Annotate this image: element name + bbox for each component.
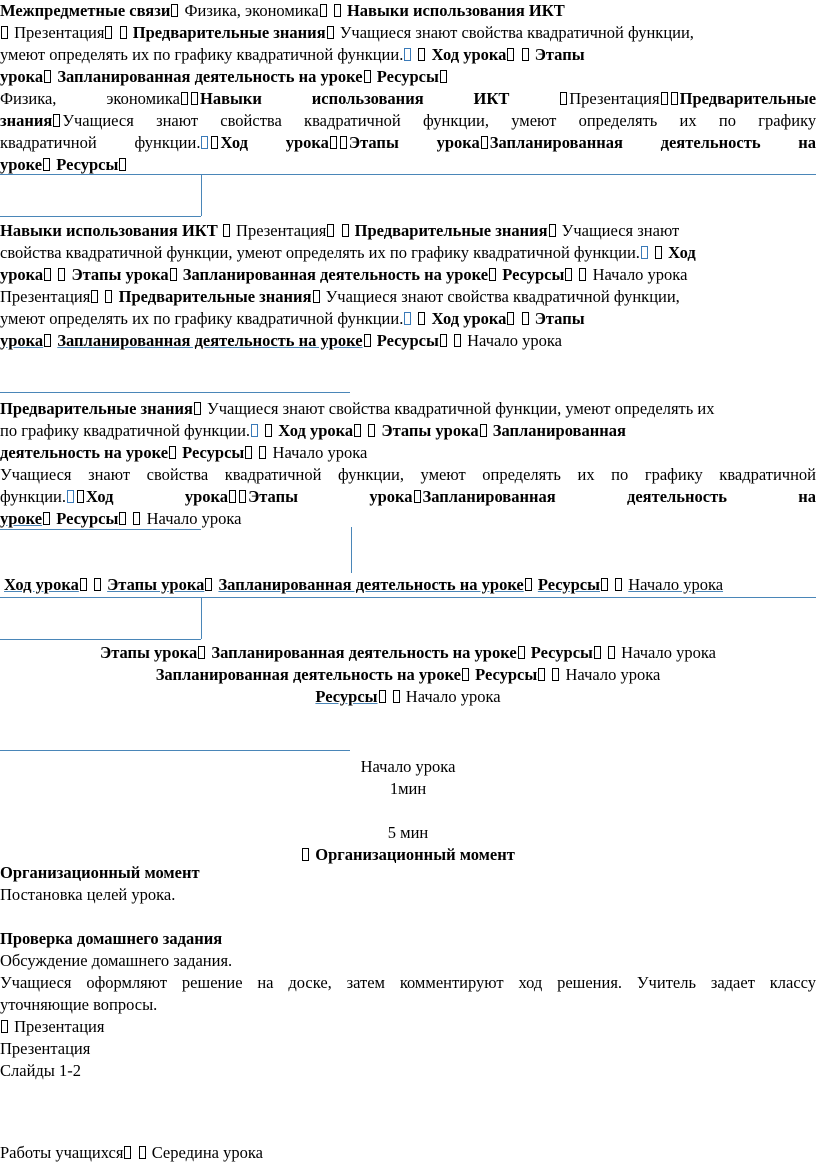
checkbox-icon xyxy=(1,1020,8,1033)
heading-stages: Этапы урока xyxy=(100,643,198,662)
homework-title: Проверка домашнего задания xyxy=(0,929,223,948)
checkbox-icon xyxy=(594,646,601,659)
table-rule xyxy=(0,597,816,598)
heading-resources: Ресурсы xyxy=(502,265,565,284)
checkbox-icon xyxy=(404,48,411,61)
checkbox-icon xyxy=(671,92,678,105)
heading-lesson-flow: Ход урока xyxy=(431,309,507,328)
checkbox-icon xyxy=(414,490,421,503)
word-quadratic: квадратичной xyxy=(0,133,97,152)
checkbox-icon xyxy=(105,26,112,39)
heading-resources: Ресурсы xyxy=(56,509,119,528)
word-know: знают xyxy=(156,111,199,130)
checkbox-icon xyxy=(601,578,608,591)
org-moment-title: Организационный момент xyxy=(0,863,200,882)
checkbox-icon xyxy=(133,512,140,525)
checkbox-icon xyxy=(655,246,662,259)
checkbox-icon xyxy=(259,446,266,459)
heading-planned-activity: Запланированная деятельность на уроке xyxy=(155,665,461,684)
heading-ict-skills: Навыки использования ИКТ xyxy=(0,221,218,240)
text-lesson-start: Начало урока xyxy=(467,331,562,350)
word-lesson: урока xyxy=(369,487,413,506)
checkbox-icon xyxy=(251,424,258,437)
checkbox-icon xyxy=(481,136,488,149)
duration-1min: 1мин xyxy=(389,779,427,798)
block-student-work xyxy=(0,1142,816,1164)
checkbox-icon xyxy=(119,512,126,525)
table-rule xyxy=(0,529,201,530)
word-properties: свойства xyxy=(220,111,282,130)
checkbox-icon xyxy=(560,92,567,105)
heading-stages-cont: урока xyxy=(0,67,44,86)
checkbox-icon xyxy=(525,578,532,591)
word-lesson-loc: уроке xyxy=(0,509,43,528)
heading-resources: Ресурсы xyxy=(376,67,439,86)
checkbox-icon xyxy=(67,490,74,503)
org-moment-text: Постановка целей урока. xyxy=(0,885,176,904)
word-lesson: урока xyxy=(285,133,329,152)
word-students: Учащиеся xyxy=(62,111,134,130)
checkbox-icon xyxy=(44,334,51,347)
word-them: их xyxy=(577,465,595,484)
heading-ict-skills: Навыки использования ИКТ xyxy=(346,1,565,20)
text-lesson-start: Начало урока xyxy=(405,687,501,706)
word-know: знают xyxy=(88,465,131,484)
heading-lesson-flow: Ход урока xyxy=(4,575,79,594)
heading-stages: Этапы урока xyxy=(71,265,169,284)
heading-lesson-flow: Ход урока xyxy=(431,45,507,64)
word-flow: Ход xyxy=(86,487,114,506)
checkbox-icon xyxy=(1,26,8,39)
checkbox-icon xyxy=(198,646,205,659)
text-presentation: Презентация xyxy=(14,23,105,42)
heading-resources: Ресурсы xyxy=(56,155,119,174)
word-function: функции, xyxy=(423,111,489,130)
text-lesson-start: Начало урока xyxy=(565,665,661,684)
word-quadratic: квадратичной xyxy=(224,465,322,484)
block-ict xyxy=(0,220,816,352)
heading-prior-knowledge: Предварительные знания xyxy=(354,221,548,240)
checkbox-icon xyxy=(169,446,176,459)
word-prior: Предварительные xyxy=(679,89,816,108)
text-economics: экономика xyxy=(106,89,180,108)
table-divider xyxy=(201,174,202,216)
word-function: функции, xyxy=(337,465,404,484)
checkbox-icon xyxy=(615,578,622,591)
heading-planned-activity: Запланированная деятельность на уроке xyxy=(57,67,363,86)
checkbox-icon xyxy=(119,158,126,171)
text-presentation: Презентация xyxy=(569,89,660,108)
checkbox-icon xyxy=(58,268,65,281)
block-intersubject xyxy=(0,0,816,88)
checkbox-icon xyxy=(205,578,212,591)
checkbox-icon xyxy=(191,92,198,105)
text-physics-economics: Физика, экономика xyxy=(184,1,319,20)
checkbox-icon xyxy=(404,312,411,325)
homework-description-cont: уточняющие вопросы. xyxy=(0,995,158,1014)
checkbox-icon xyxy=(462,668,469,681)
checkbox-icon xyxy=(105,290,112,303)
checkbox-icon xyxy=(340,136,347,149)
checkbox-icon xyxy=(265,424,272,437)
checkbox-icon xyxy=(379,690,386,703)
word-stages: Этапы xyxy=(348,133,399,152)
block-prior-knowledge xyxy=(0,398,816,530)
word-ict: ИКТ xyxy=(473,89,510,108)
word-on: на xyxy=(798,487,816,506)
slides-label: Слайды 1-2 xyxy=(0,1061,81,1080)
text-can-determine: умеют определять их по графику квадратичной функции. xyxy=(0,309,404,328)
checkbox-icon xyxy=(440,70,447,83)
heading-resources: Ресурсы xyxy=(376,331,439,350)
heading-lesson-flow: Ход урока xyxy=(278,421,354,440)
table-rule xyxy=(0,216,201,217)
table-divider xyxy=(201,597,202,639)
checkbox-icon xyxy=(507,48,514,61)
checkbox-icon xyxy=(120,26,127,39)
checkbox-icon xyxy=(579,268,586,281)
text-lesson-start: Начало урока xyxy=(628,575,724,594)
heading-resources: Ресурсы xyxy=(475,665,538,684)
checkbox-icon xyxy=(364,334,371,347)
lesson-start-title: Начало урока xyxy=(360,757,456,776)
text-presentation: Презентация xyxy=(0,287,91,306)
heading-resources: Ресурсы xyxy=(537,575,600,594)
word-by: по xyxy=(611,465,629,484)
checkbox-icon xyxy=(507,312,514,325)
checkbox-icon xyxy=(211,136,218,149)
word-graph: графику xyxy=(758,111,816,130)
word-them: их xyxy=(679,111,697,130)
checkbox-icon xyxy=(80,578,87,591)
word-function-dot: функции. xyxy=(134,133,201,152)
checkbox-icon xyxy=(239,490,246,503)
checkbox-icon xyxy=(489,268,496,281)
checkbox-icon xyxy=(53,114,60,127)
word-planned: Запланированная xyxy=(489,133,623,152)
word-usage: использования xyxy=(311,89,424,108)
checkbox-icon xyxy=(342,224,349,237)
word-quadratic: квадратичной xyxy=(304,111,401,130)
heading-stages: Этапы xyxy=(534,309,585,328)
checkbox-icon xyxy=(418,48,425,61)
checkbox-icon xyxy=(538,668,545,681)
checkbox-icon xyxy=(320,4,327,17)
text-physics: Физика, xyxy=(0,89,57,108)
checkbox-icon xyxy=(334,4,341,17)
word-lesson: урока xyxy=(0,265,44,284)
checkbox-icon xyxy=(418,312,425,325)
text-by-graph: по графику квадратичной функции. xyxy=(0,421,251,440)
text-lesson-start: Начало урока xyxy=(146,509,242,528)
checkbox-icon xyxy=(194,402,201,415)
checkbox-icon xyxy=(139,1146,146,1159)
word-activity: деятельность xyxy=(660,133,761,152)
word-graph: графику xyxy=(644,465,703,484)
table-rule xyxy=(0,639,201,640)
checkbox-icon xyxy=(364,70,371,83)
word-determine: определять xyxy=(578,111,658,130)
table-divider xyxy=(351,527,352,573)
heading-stages: Этапы урока xyxy=(381,421,479,440)
heading-stages: Этапы xyxy=(534,45,585,64)
checkbox-icon xyxy=(608,646,615,659)
word-activity: деятельность на уроке xyxy=(0,443,169,462)
heading-prior-knowledge: Предварительные знания xyxy=(0,399,193,418)
checkbox-icon xyxy=(440,334,447,347)
heading-planned-activity: Запланированная деятельность на уроке xyxy=(218,575,524,594)
checkbox-icon xyxy=(181,92,188,105)
presentation-label: Презентация xyxy=(0,1039,91,1058)
table-rule xyxy=(0,392,350,393)
text-presentation: Презентация xyxy=(236,221,327,240)
heading-prior-knowledge: Предварительные знания xyxy=(132,23,326,42)
text-lesson-start: Начало урока xyxy=(621,643,716,662)
checkbox-icon xyxy=(77,490,84,503)
checkbox-icon xyxy=(641,246,648,259)
text-students-know: Учащиеся знают свойства квадратичной функции, xyxy=(325,287,680,306)
checkbox-icon xyxy=(327,224,334,237)
lesson-middle-label: Середина урока xyxy=(151,1143,263,1162)
heading-planned-activity: Запланированная деятельность на уроке xyxy=(211,643,517,662)
table-rule xyxy=(0,750,350,751)
word-flow: Ход xyxy=(220,133,248,152)
word-by: по xyxy=(718,111,736,130)
word-stages: Этапы xyxy=(248,487,298,506)
word-flow: Ход xyxy=(668,243,696,262)
text-students-know: Учащиеся знают xyxy=(561,221,680,240)
heading-resources: Ресурсы xyxy=(315,687,378,706)
block-org-moment xyxy=(0,862,816,1082)
homework-text: Обсуждение домашнего задания. xyxy=(0,951,233,970)
heading-planned-activity: Запланированная деятельность на уроке xyxy=(182,265,489,284)
checkbox-icon xyxy=(245,446,252,459)
presentation-item: Презентация xyxy=(14,1017,105,1036)
checkbox-icon xyxy=(661,92,668,105)
text-properties: свойства квадратичной функции, умеют определять их по графику квадратичной функции. xyxy=(0,243,640,262)
word-lesson: урока xyxy=(0,331,44,350)
text-students-know: Учащиеся знают свойства квадратичной функции, умеют определять их xyxy=(207,399,715,418)
duration-5min: 5 мин xyxy=(387,823,429,842)
checkbox-icon xyxy=(171,4,178,17)
heading-org-moment: Организационный момент xyxy=(315,845,515,864)
heading-prior-knowledge: Предварительные знания xyxy=(118,287,312,306)
word-on: на xyxy=(798,133,816,152)
heading-resources: Ресурсы xyxy=(530,643,593,662)
word-lesson: урока xyxy=(184,487,229,506)
word-can: умеют xyxy=(511,111,557,130)
word-knowledge: знания xyxy=(0,111,53,130)
heading-intersubject: Межпредметные связи xyxy=(0,1,171,20)
checkbox-icon xyxy=(354,424,361,437)
checkbox-icon xyxy=(223,224,230,237)
word-can: умеют xyxy=(420,465,466,484)
checkbox-icon xyxy=(229,490,236,503)
student-work-label: Работы учащихся xyxy=(0,1143,124,1162)
word-skills: Навыки xyxy=(199,89,262,108)
checkbox-icon xyxy=(124,1146,131,1159)
word-function-dot: функции. xyxy=(0,487,66,506)
word-activity: деятельность xyxy=(627,487,727,506)
checkbox-icon xyxy=(43,512,50,525)
heading-resources: Ресурсы xyxy=(182,443,245,462)
checkbox-icon xyxy=(565,268,572,281)
checkbox-icon xyxy=(330,136,337,149)
checkbox-icon xyxy=(549,224,556,237)
checkbox-icon xyxy=(44,70,51,83)
word-planned: Запланированная xyxy=(422,487,556,506)
checkbox-icon xyxy=(43,158,50,171)
checkbox-icon xyxy=(518,646,525,659)
word-properties: свойства xyxy=(146,465,209,484)
word-lesson: урока xyxy=(436,133,480,152)
word-quadratic: квадратичной xyxy=(719,465,816,484)
heading-planned-activity: Запланированная деятельность на уроке xyxy=(57,331,363,350)
word-lesson-loc: уроке xyxy=(0,155,43,174)
block-lesson-flow xyxy=(0,574,816,596)
checkbox-icon xyxy=(480,424,487,437)
checkbox-icon xyxy=(327,26,334,39)
checkbox-icon xyxy=(393,690,400,703)
checkbox-icon xyxy=(522,48,529,61)
checkbox-icon xyxy=(313,290,320,303)
word-determine: определять xyxy=(482,465,561,484)
block-stages xyxy=(0,642,816,708)
block-lesson-start xyxy=(0,756,816,866)
text-lesson-start: Начало урока xyxy=(272,443,368,462)
checkbox-icon xyxy=(44,268,51,281)
table-rule xyxy=(0,174,816,175)
checkbox-icon xyxy=(552,668,559,681)
checkbox-icon xyxy=(454,334,461,347)
text-can-determine: умеют определять их по графику квадратичной функции. xyxy=(0,45,404,64)
word-students: Учащиеся xyxy=(0,465,72,484)
checkbox-icon xyxy=(522,312,529,325)
checkbox-icon xyxy=(368,424,375,437)
word-planned: Запланированная xyxy=(492,421,626,440)
heading-stages: Этапы урока xyxy=(107,575,205,594)
text-students-know: Учащиеся знают свойства квадратичной функции, xyxy=(339,23,694,42)
text-lesson-start: Начало урока xyxy=(592,265,688,284)
checkbox-icon xyxy=(94,578,101,591)
homework-description: Учащиеся оформляют решение на доске, затем комментируют ход решения. Учитель задает классу xyxy=(0,973,816,992)
checkbox-icon xyxy=(170,268,177,281)
block-physics xyxy=(0,88,816,176)
checkbox-icon xyxy=(91,290,98,303)
checkbox-icon xyxy=(302,848,309,861)
checkbox-icon xyxy=(201,136,208,149)
